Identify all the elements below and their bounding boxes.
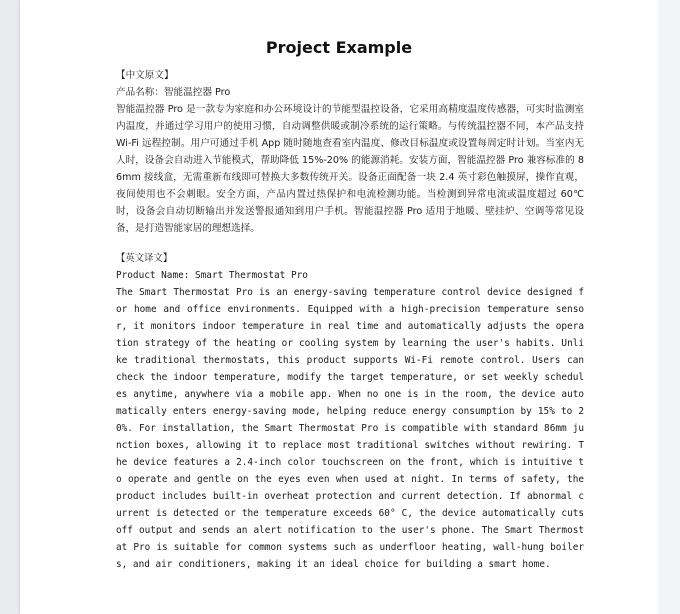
english-section-heading: 【英文译文】 xyxy=(116,253,173,264)
chinese-body-text: 智能温控器 Pro 是一款专为家庭和办公环境设计的节能型温控设备，它采用高精度温度传感器，可实时监测室内温度，并通过学习用户的使用习惯，自动调整供暖或制冷系统的运行策略。与传统温控器不同，本产品支持 Wi-Fi 远程控制。用户可通过手机 App 随时随地查看室内温度、修改目标温度或设置每周定时计划。当室内无人时，设备会自动进入节能模式，帮助降低 15%-20% 的能源消耗。安装方面，智能温控器 Pro 兼容标准的 86mm 接线盒，无需重新布线即可替换大多数传统开关。设备正面配备一块 2.4 英寸彩色触摸屏，操作直观，夜间使用也不会刺眼。安全方面，产品内置过热保护和电流检测功能。当检测到异常电流或温度超过 60℃ 时，设备会自动切断输出并发送警报通知到用户手机。智能温控器 Pro 适用于地暖、壁挂炉、空调等常见设备，是打造智能家居的理想选择。 xyxy=(116,104,584,234)
english-product-name: Product Name: Smart Thermostat Pro xyxy=(116,270,308,281)
page-title: Project Example xyxy=(265,38,413,57)
chinese-product-name: 产品名称：智能温控器 Pro xyxy=(116,87,231,98)
document-page xyxy=(20,0,658,614)
side-panel-edge xyxy=(658,0,680,614)
chinese-section xyxy=(116,67,584,237)
english-section xyxy=(116,250,584,573)
english-body-text: The Smart Thermostat Pro is an energy-saving temperature control device designed for home and office environments. Equipped with a high-precision temperature sensor, it monitors indoor temperature in real time and automatically adjusts the operation strategy of the heating or cooling system by learning the user's habits. Unlike traditional thermostats, this product supports Wi-Fi remote control. Users can check the indoor temperature, modify the target temperature, or set weekly schedules anytime, anywhere via a mobile app. When no one is in the room, the device automatically enters energy-saving mode, helping reduce energy consumption by 15% to 20%. For installation, the Smart Thermostat Pro is compatible with standard 86mm junction boxes, allowing it to replace most traditional switches without rewiring. The device features a 2.4-inch color touchscreen on the front, which is intuitive to operate and gentle on the eyes even when used at night. In terms of safety, the product includes built-in overheat protection and current detection. If abnormal current is detected or the temperature exceeds 60° C, the device automatically cuts off output and sends an alert notification to the user's phone. The Smart Thermostat Pro is suitable for common systems such as underfloor heating, wall-hung boilers, and air conditioners, making it an ideal choice for building a smart home. xyxy=(116,287,584,570)
chinese-section-heading: 【中文原文】 xyxy=(116,70,174,81)
